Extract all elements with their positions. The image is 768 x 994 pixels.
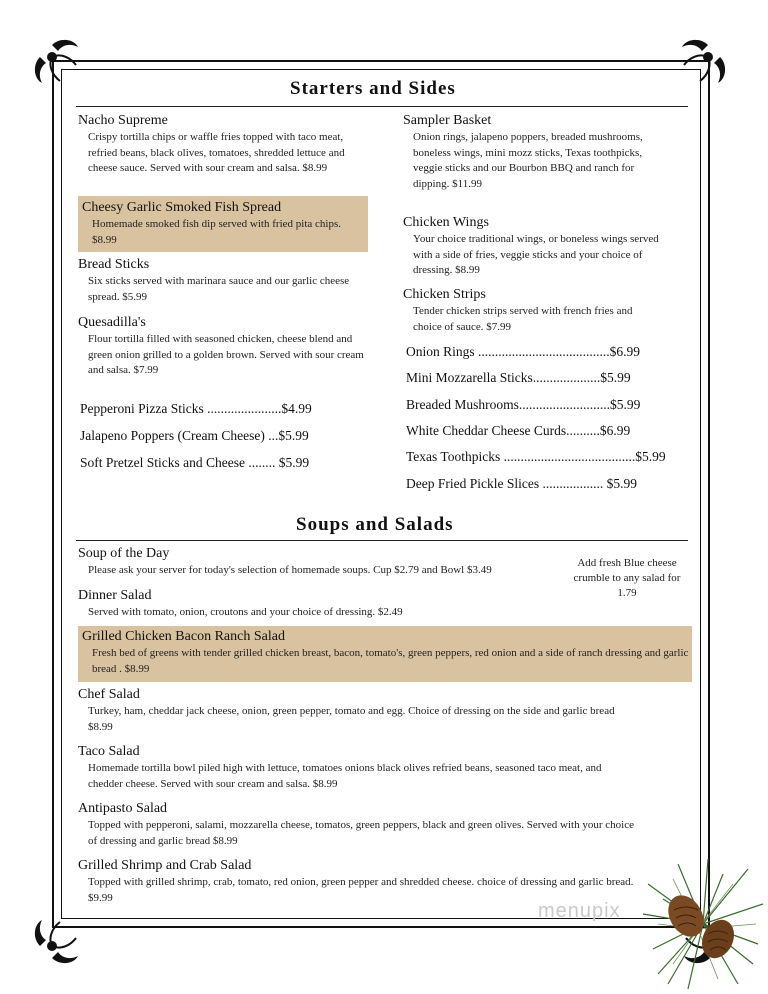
menu-item-highlighted — [78, 626, 692, 682]
item-name: Grilled Chicken Bacon Ranch Salad — [82, 629, 285, 644]
priced-item: Soft Pretzel Sticks and Cheese ........ $5.99 — [80, 455, 310, 470]
title-rule — [76, 540, 688, 541]
menu-item — [78, 857, 638, 906]
corner-flourish-icon — [30, 908, 90, 968]
menu-item — [403, 286, 663, 335]
item-name: Sampler Basket — [403, 113, 492, 128]
item-name: Taco Salad — [78, 744, 140, 759]
priced-item: Pepperoni Pizza Sticks ......................$4.99 — [80, 401, 312, 416]
priced-item: Mini Mozzarella Sticks....................$5.99 — [406, 370, 631, 385]
item-description: Please ask your server for today's selection of homemade soups. Cup $2.79 and Bowl $3.49 — [88, 564, 492, 576]
item-name: Nacho Supreme — [78, 113, 168, 128]
item-name: Grilled Shrimp and Crab Salad — [78, 858, 252, 873]
item-name: Soup of the Day — [78, 546, 170, 561]
starters-title: Starters and Sides — [290, 78, 456, 99]
item-name: Chicken Wings — [403, 215, 489, 230]
menu-item — [403, 112, 663, 192]
item-description: Topped with pepperoni, salami, mozzarella cheese, tomatos, green peppers, black and green olives. Served with your choice of dressing and garlic bread $8.99 — [88, 819, 634, 847]
item-description: Tender chicken strips served with french fries and choice of sauce. $7.99 — [413, 305, 633, 333]
item-description: Homemade smoked fish dip served with fried pita chips. $8.99 — [92, 218, 341, 246]
item-name: Antipasto Salad — [78, 801, 168, 816]
priced-item: Jalapeno Poppers (Cream Cheese) ...$5.99 — [80, 428, 309, 443]
pinecone-icon — [638, 854, 768, 994]
menu-item — [78, 112, 368, 177]
title-rule — [76, 106, 688, 107]
menu-item — [78, 545, 558, 579]
item-description: Crispy tortilla chips or waffle fries topped with taco meat, refried beans, black olives, tomatoes, shredded lettuce and cheese sauce. Served with sour cream and salsa. $8.99 — [88, 131, 345, 174]
menu-item — [78, 256, 368, 305]
soups-title: Soups and Salads — [296, 514, 454, 535]
item-name: Dinner Salad — [78, 588, 152, 603]
item-name: Chicken Strips — [403, 287, 486, 302]
item-description: Fresh bed of greens with tender grilled chicken breast, bacon, tomato's, green peppers, red onion and a side of ranch dressing and garlic bread . $8.99 — [92, 647, 689, 675]
menu-item — [78, 686, 638, 735]
menu-item-highlighted — [78, 196, 368, 252]
menu-item — [78, 743, 638, 792]
priced-item: Breaded Mushrooms...........................$5.99 — [406, 397, 641, 412]
item-description: Your choice traditional wings, or boneless wings served with a side of fries, veggie sticks and your choice of dressing. $8.99 — [413, 233, 659, 276]
menu-item — [403, 214, 663, 279]
watermark: menupix — [538, 900, 621, 922]
item-description: Flour tortilla filled with seasoned chicken, cheese blend and green onion grilled to a golden brown. Served with sour cream and salsa. $7.99 — [88, 333, 364, 376]
menu-item — [78, 587, 558, 621]
item-description: Six sticks served with marinara sauce and our garlic cheese spread. $5.99 — [88, 275, 350, 303]
priced-item: Deep Fried Pickle Slices .................. $5.99 — [406, 476, 637, 491]
menu-item — [78, 800, 638, 849]
priced-item: Texas Toothpicks .......................................$5.99 — [406, 449, 666, 464]
corner-flourish-icon — [30, 35, 90, 95]
item-name: Chef Salad — [78, 687, 140, 702]
priced-item: White Cheddar Cheese Curds..........$6.99 — [406, 423, 631, 438]
menu-item — [78, 314, 368, 379]
item-description: Homemade tortilla bowl piled high with lettuce, tomatoes onions black olives refried beans, seasoned taco meat, and chedder cheese. Served with sour cream and salsa. $8.99 — [88, 762, 602, 790]
item-description: Topped with grilled shrimp, crab, tomato, red onion, green pepper and shredded cheese. choice of dressing and garlic bread. $9.99 — [88, 876, 634, 904]
item-description: Served with tomato, onion, croutons and your choice of dressing. $2.49 — [88, 606, 403, 618]
item-description: Turkey, ham, cheddar jack cheese, onion, green pepper, tomato and egg. Choice of dressing on the side and garlic bread $8.99 — [88, 705, 615, 733]
item-description: Onion rings, jalapeno poppers, breaded mushrooms, boneless wings, mini mozz sticks, Texas toothpicks, veggie sticks and our Bourbon BBQ and ranch for dipping. $11.99 — [413, 131, 643, 190]
priced-item: Onion Rings .......................................$6.99 — [406, 344, 641, 359]
item-name: Cheesy Garlic Smoked Fish Spread — [82, 200, 282, 215]
blue-cheese-note: Add fresh Blue cheese crumble to any salad for 1.79 — [573, 557, 681, 599]
corner-flourish-icon — [670, 35, 730, 95]
item-name: Quesadilla's — [78, 315, 146, 330]
item-name: Bread Sticks — [78, 257, 150, 272]
